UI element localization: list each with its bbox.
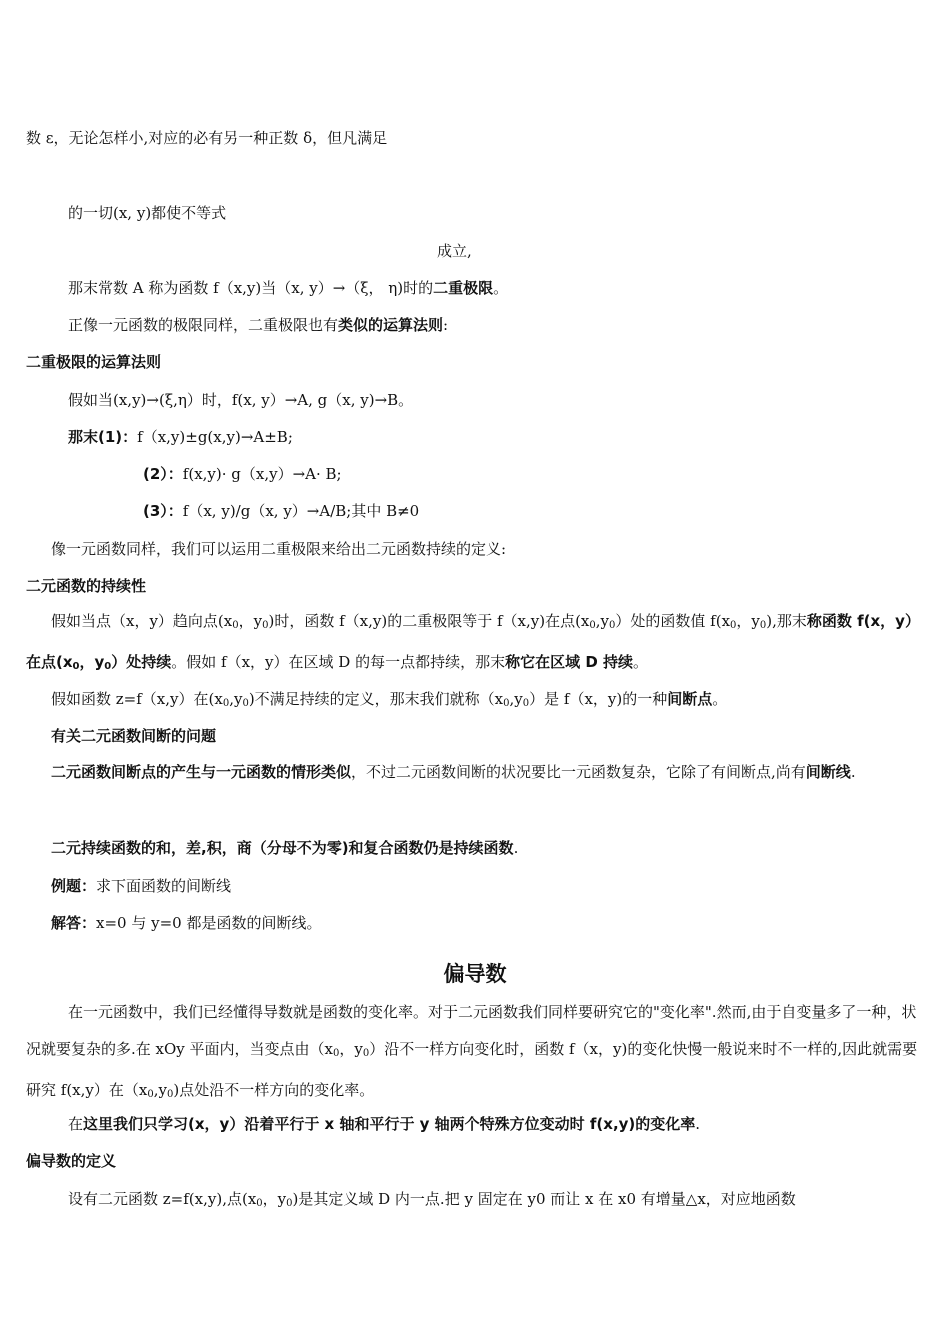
emphasis: 间断线 — [805, 763, 851, 781]
subscript: 0 — [503, 698, 510, 709]
text-line: 的一切(x, y)都使不等式 — [68, 204, 227, 222]
subscript: 0 — [222, 698, 230, 709]
text: ，y — [238, 612, 263, 630]
text: ),那末 — [766, 612, 807, 630]
text-line: 假如当(x,y)→(ξ,η）时，f(x, y）→A, g（x, y)→B。 — [68, 391, 414, 409]
text: 假如当点（x，y）趋向点(x — [51, 612, 233, 630]
subscript: 0 — [72, 661, 80, 672]
text-line — [143, 501, 419, 521]
subscript: 0 — [286, 1198, 293, 1209]
subscript: 0 — [232, 620, 239, 631]
rule-label: (3）： — [143, 502, 183, 520]
term-double-limit: 二重极限 — [433, 279, 494, 297]
subscript: 0 — [522, 698, 530, 709]
text: 设有二元函数 z=f(x,y),点(x — [68, 1190, 257, 1208]
example-label: 例题： — [51, 877, 97, 895]
emphasis: 称它在区域 D 持续 — [505, 653, 633, 671]
emphasis: ，y — [79, 653, 105, 671]
subscript: 0 — [256, 1198, 263, 1209]
text: ,y — [509, 690, 523, 708]
text: 。假如 f（x，y）在区域 D 的每一点都持续，那末 — [171, 653, 506, 671]
rule-label: 那末(1)： — [68, 428, 138, 446]
subscript: 0 — [730, 620, 737, 631]
paragraph — [26, 603, 924, 685]
text: ，y — [339, 1040, 363, 1058]
subscript: 0 — [333, 1048, 340, 1059]
rule-label: (2）： — [143, 465, 183, 483]
text: 在 — [68, 1115, 84, 1133]
text: 。 — [493, 279, 509, 297]
text: )点处沿不一样方向的变化率。 — [173, 1081, 375, 1099]
text: f（x, y)/g（x, y）→A/B;其中 B≠0 — [182, 502, 420, 520]
subscript: 0 — [147, 1089, 154, 1100]
section-heading: 偏导数的定义 — [26, 1152, 117, 1170]
subscript: 0 — [759, 620, 767, 631]
subscript: 0 — [242, 698, 249, 709]
text: 假如函数 z=f（x,y）在(x — [51, 690, 223, 708]
text: x=0 与 y=0 都是函数的间断线。 — [96, 914, 322, 932]
text: ，y — [262, 1190, 287, 1208]
subscript: 0 — [166, 1089, 174, 1100]
emphasis: 二元函数间断点的产生与一元函数的情形类似 — [51, 763, 352, 781]
text: ）处的函数值 f(x — [615, 612, 731, 630]
text: 求下面函数的间断线 — [96, 877, 232, 895]
text: 。 — [712, 690, 728, 708]
subscript: 0 — [362, 1048, 370, 1059]
emphasis: 这里我们只学习(x，y）沿着平行于 x 轴和平行于 y 轴两个特殊方位变动时 f(x,y)的变化率 — [83, 1115, 696, 1133]
emphasis: 间断点 — [667, 690, 713, 708]
text: f(x,y)· g（x,y）→A· B; — [182, 465, 342, 483]
text-line — [51, 876, 231, 896]
term-rules: 类似的运算法则 — [338, 316, 444, 334]
text: ,y — [229, 690, 243, 708]
emphasis: 称函数 f(x，y）在点(x — [26, 612, 920, 671]
text-line — [143, 464, 342, 484]
text-line: 成立, — [437, 242, 472, 260]
section-heading: 二元函数的持续性 — [26, 577, 147, 595]
text-line: 像一元函数同样，我们可以运用二重极限来给出二元函数持续的定义: — [51, 540, 507, 558]
text: . — [513, 839, 519, 857]
text-line — [68, 427, 293, 447]
text: )是其定义域 D 内一点.把 y 固定在 y0 而让 x 在 x0 有增量△x，对应地函数 — [292, 1190, 796, 1208]
text: ,y — [595, 612, 610, 630]
paragraph — [26, 994, 924, 1113]
subscript: 0 — [609, 620, 616, 631]
subscript: 0 — [262, 620, 269, 631]
text: ，y — [736, 612, 760, 630]
text: . — [850, 763, 856, 781]
text: ）沿不一样方向变化时，函数 f（x，y)的变化快慢一般说来时不一样的,因此就需要研究 f(x,y）在（x — [26, 1040, 918, 1099]
paragraph — [26, 754, 924, 791]
emphasis: ）处持续 — [111, 653, 172, 671]
text-line — [68, 1114, 700, 1134]
text-line — [51, 838, 518, 858]
text-line — [51, 913, 321, 933]
section-heading: 二重极限的运算法则 — [26, 353, 162, 371]
text: ）是 f（x，y)的一种 — [529, 690, 668, 708]
emphasis: 二元持续函数的和，差,积，商（分母不为零)和复合函数仍是持续函数 — [51, 839, 514, 857]
text: )时，函数 f（x,y)的二重极限等于 f（x,y)在点(x — [268, 612, 590, 630]
section-heading: 有关二元函数间断的问题 — [51, 727, 217, 745]
text: 那末常数 A 称为函数 f（x,y)当（x, y）→（ξ， η)时的 — [68, 279, 434, 297]
text-line — [68, 315, 448, 335]
text-line: 数 ε，无论怎样小,对应的必有另一种正数 δ，但凡满足 — [26, 129, 388, 147]
text: )不满足持续的定义，那末我们就称（x — [248, 690, 504, 708]
answer-label: 解答： — [51, 914, 97, 932]
text: ,y — [153, 1081, 167, 1099]
text-line — [51, 689, 727, 714]
text: 在一元函数中，我们已经懂得导数就是函数的变化率。对于二元函数我们同样要研究它的"变化率".然而,由于自变量多了一种，状况就要复杂的多.在 xOy 平面内，当变点由（x — [26, 1003, 917, 1058]
text: 正像一元函数的极限同样，二重极限也有 — [68, 316, 339, 334]
text: ，不过二元函数间断的状况要比一元函数复杂，它除了有间断点,尚有 — [351, 763, 806, 781]
subscript: 0 — [589, 620, 596, 631]
text: : — [443, 316, 449, 334]
text: 。 — [633, 653, 649, 671]
page-title: 偏导数 — [443, 962, 507, 986]
subscript: 0 — [104, 661, 112, 672]
text-line — [68, 1189, 796, 1214]
text: . — [695, 1115, 701, 1133]
text-line — [68, 278, 508, 298]
text: f（x,y)±g(x,y)→A±B; — [137, 428, 293, 446]
